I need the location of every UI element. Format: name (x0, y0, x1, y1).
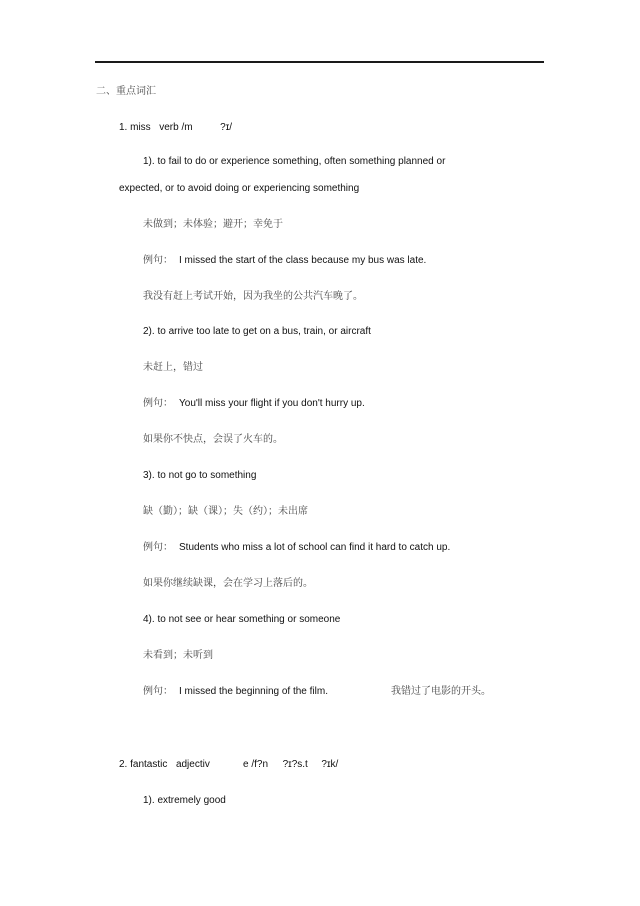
example-sentence: I missed the start of the class because my bus was late. (179, 255, 427, 266)
example-3 (143, 541, 450, 555)
headword-number: 2. (119, 759, 128, 770)
example-sentence: You'll miss your flight if you don't hurry up. (179, 398, 365, 409)
definition-2: 2). to arrive too late to get on a bus, train, or aircraft (143, 326, 371, 337)
example-translation-2: 如果你不快点，会误了火车的。 (143, 434, 283, 445)
part-of-speech: adjectiv (175, 759, 210, 770)
headword-line-miss (119, 121, 232, 135)
translation-2: 未赶上，错过 (143, 362, 203, 373)
section-heading: 二、重点词汇 (96, 86, 156, 97)
translation-4: 未看到；未听到 (143, 650, 213, 661)
definition-1-line-1: 1). to fail to do or experience something, often something planned or (143, 156, 446, 167)
phonetic-mid: ?ɪ?s.t (282, 759, 308, 770)
header-rule (95, 61, 544, 63)
translation-3: 缺（勤）；缺（课）；失（约）；未出席 (143, 506, 308, 517)
translation-1: 未做到；未体验；避开；幸免于 (143, 219, 283, 230)
headword-line-fantastic (119, 758, 210, 772)
example-2 (143, 397, 365, 411)
example-label: 例句： (143, 542, 173, 553)
definition-1-line-2: expected, or to avoid doing or experiencing something (119, 183, 360, 194)
example-translation-3: 如果你继续缺课，会在学习上落后的。 (143, 578, 313, 589)
part-of-speech: verb (159, 122, 179, 133)
example-label: 例句： (143, 398, 173, 409)
example-label: 例句： (143, 255, 173, 266)
phonetic-end: ?ɪ/ (220, 122, 233, 133)
definition-3: 3). to not go to something (143, 470, 257, 481)
example-translation-4: 我错过了电影的开头。 (391, 686, 491, 697)
phonetic-start: /m (181, 122, 193, 133)
phonetic-start: e /f?n (243, 759, 269, 770)
phonetic-fantastic (243, 758, 338, 772)
example-translation-1: 我没有赶上考试开始，因为我坐的公共汽车晚了。 (143, 291, 363, 302)
example-label: 例句： (143, 686, 173, 697)
definition-4: 4). to not see or hear something or someone (143, 614, 341, 625)
example-4 (143, 685, 328, 699)
example-sentence: I missed the beginning of the film. (179, 686, 328, 697)
headword: miss (130, 122, 151, 133)
headword: fantastic (130, 759, 168, 770)
definition-fantastic-1: 1). extremely good (143, 795, 226, 806)
example-sentence: Students who miss a lot of school can find it hard to catch up. (179, 542, 451, 553)
example-1 (143, 254, 426, 268)
headword-number: 1. (119, 122, 128, 133)
phonetic-end: ?ɪk/ (321, 759, 339, 770)
